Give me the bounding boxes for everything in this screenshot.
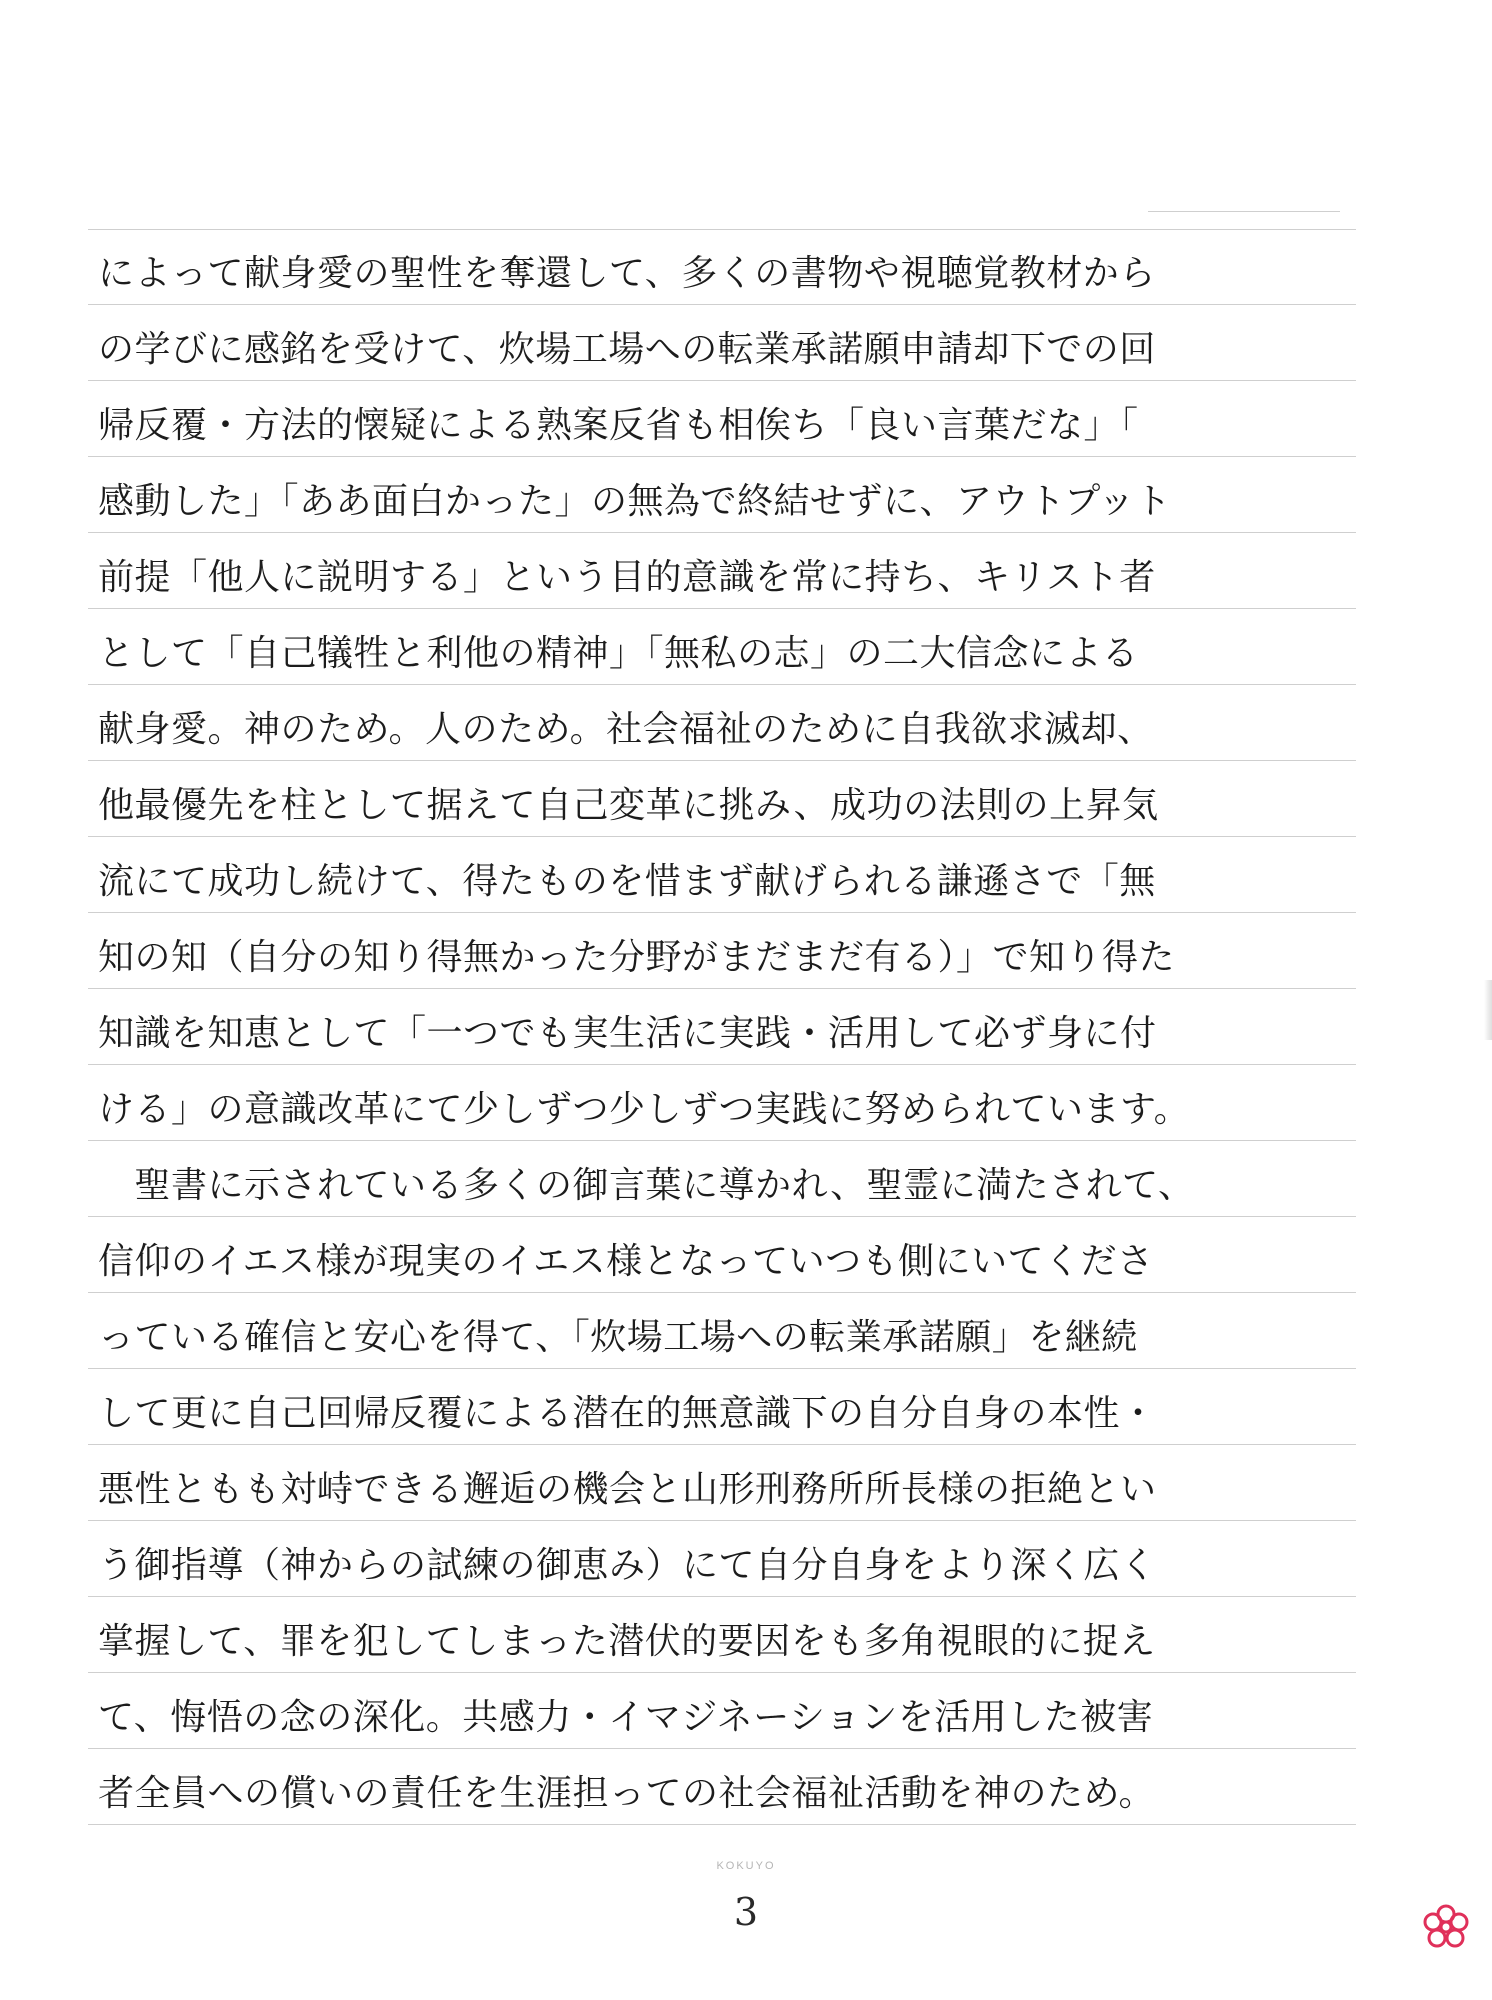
line-text: 知識を知恵として「一つでも実生活に実践・活用して必ず身に付	[98, 1013, 1157, 1054]
page-number: 3	[733, 1890, 759, 1934]
ruled-line	[88, 837, 1356, 913]
ruled-line	[88, 533, 1356, 609]
line-text: 悪性ともも対峙できる邂逅の機会と山形刑務所所長様の拒絶とい	[98, 1469, 1157, 1510]
line-text: 流にて成功し続けて、得たものを惜まず献げられる謙遜さで「無	[98, 861, 1156, 902]
line-text: 前提「他人に説明する」という目的意識を常に持ち、キリスト者	[98, 557, 1156, 598]
ruled-line	[88, 1521, 1356, 1597]
ruled-line	[88, 1217, 1356, 1293]
ruled-line	[88, 1293, 1356, 1369]
ruled-line	[88, 381, 1356, 457]
ruled-line	[88, 609, 1356, 685]
line-text: して更に自己回帰反覆による潜在的無意識下の自分自身の本性・	[98, 1393, 1157, 1434]
page-edge-shadow	[1484, 980, 1492, 1040]
ruled-line	[88, 1749, 1356, 1825]
ruled-line	[88, 1673, 1356, 1749]
line-text: う御指導（神からの試練の御恵み）にて自分自身をより深く広く	[98, 1545, 1157, 1586]
line-text: 感動した」「ああ面白かった」の無為で終結せずに、アウトプット	[98, 481, 1172, 522]
notebook-brand: KOKUYO	[716, 1860, 776, 1872]
ruled-line	[88, 1141, 1356, 1217]
ruled-line	[88, 305, 1356, 381]
ruled-line	[88, 457, 1356, 533]
line-text: て、悔悟の念の深化。共感力・イマジネーションを活用した被害	[98, 1697, 1154, 1738]
line-text: っている確信と安心を得て、「炊場工場への転業承諾願」を継続	[98, 1317, 1138, 1358]
ruled-line	[88, 913, 1356, 989]
ruled-line	[88, 229, 1356, 305]
ruled-line	[88, 1369, 1356, 1445]
line-text: によって献身愛の聖性を奪還して、多くの書物や視聴覚教材から	[98, 253, 1156, 294]
header-rule	[1148, 211, 1340, 212]
line-text: 信仰のイエス様が現実のイエス様となっていつも側にいてくださ	[98, 1241, 1154, 1282]
ruled-line	[88, 1065, 1356, 1141]
line-text: 掌握して、罪を犯してしまった潜伏的要因をも多角視眼的に捉え	[98, 1621, 1156, 1662]
line-text: の学びに感銘を受けて、炊場工場への転業承諾願申請却下での回	[98, 329, 1156, 370]
ruled-line	[88, 685, 1356, 761]
line-text: 帰反覆・方法的懐疑による熟案反省も相俟ち「良い言葉だな」「	[98, 405, 1139, 446]
line-text: 献身愛。神のため。人のため。社会福祉のために自我欲求滅却、	[98, 709, 1154, 750]
flower-stamp-icon	[1418, 1900, 1474, 1956]
line-text: 聖書に示されている多くの御言葉に導かれ、聖霊に満たされて、	[98, 1165, 1195, 1206]
line-text: 知の知（自分の知り得無かった分野がまだまだ有る）」で知り得た	[98, 937, 1176, 978]
line-text: ける」の意識改革にて少しずつ少しずつ実践に努められています。	[98, 1089, 1191, 1130]
line-text: 者全員への償いの責任を生涯担っての社会福祉活動を神のため。	[98, 1773, 1156, 1814]
line-text: 他最優先を柱として据えて自己変革に挑み、成功の法則の上昇気	[98, 785, 1159, 826]
ruled-line	[88, 989, 1356, 1065]
ruled-line	[88, 761, 1356, 837]
handwritten-text-block	[88, 229, 1356, 1825]
ruled-line	[88, 1597, 1356, 1673]
line-text: として「自己犠牲と利他の精神」「無私の志」の二大信念による	[98, 633, 1139, 674]
ruled-line	[88, 1445, 1356, 1521]
